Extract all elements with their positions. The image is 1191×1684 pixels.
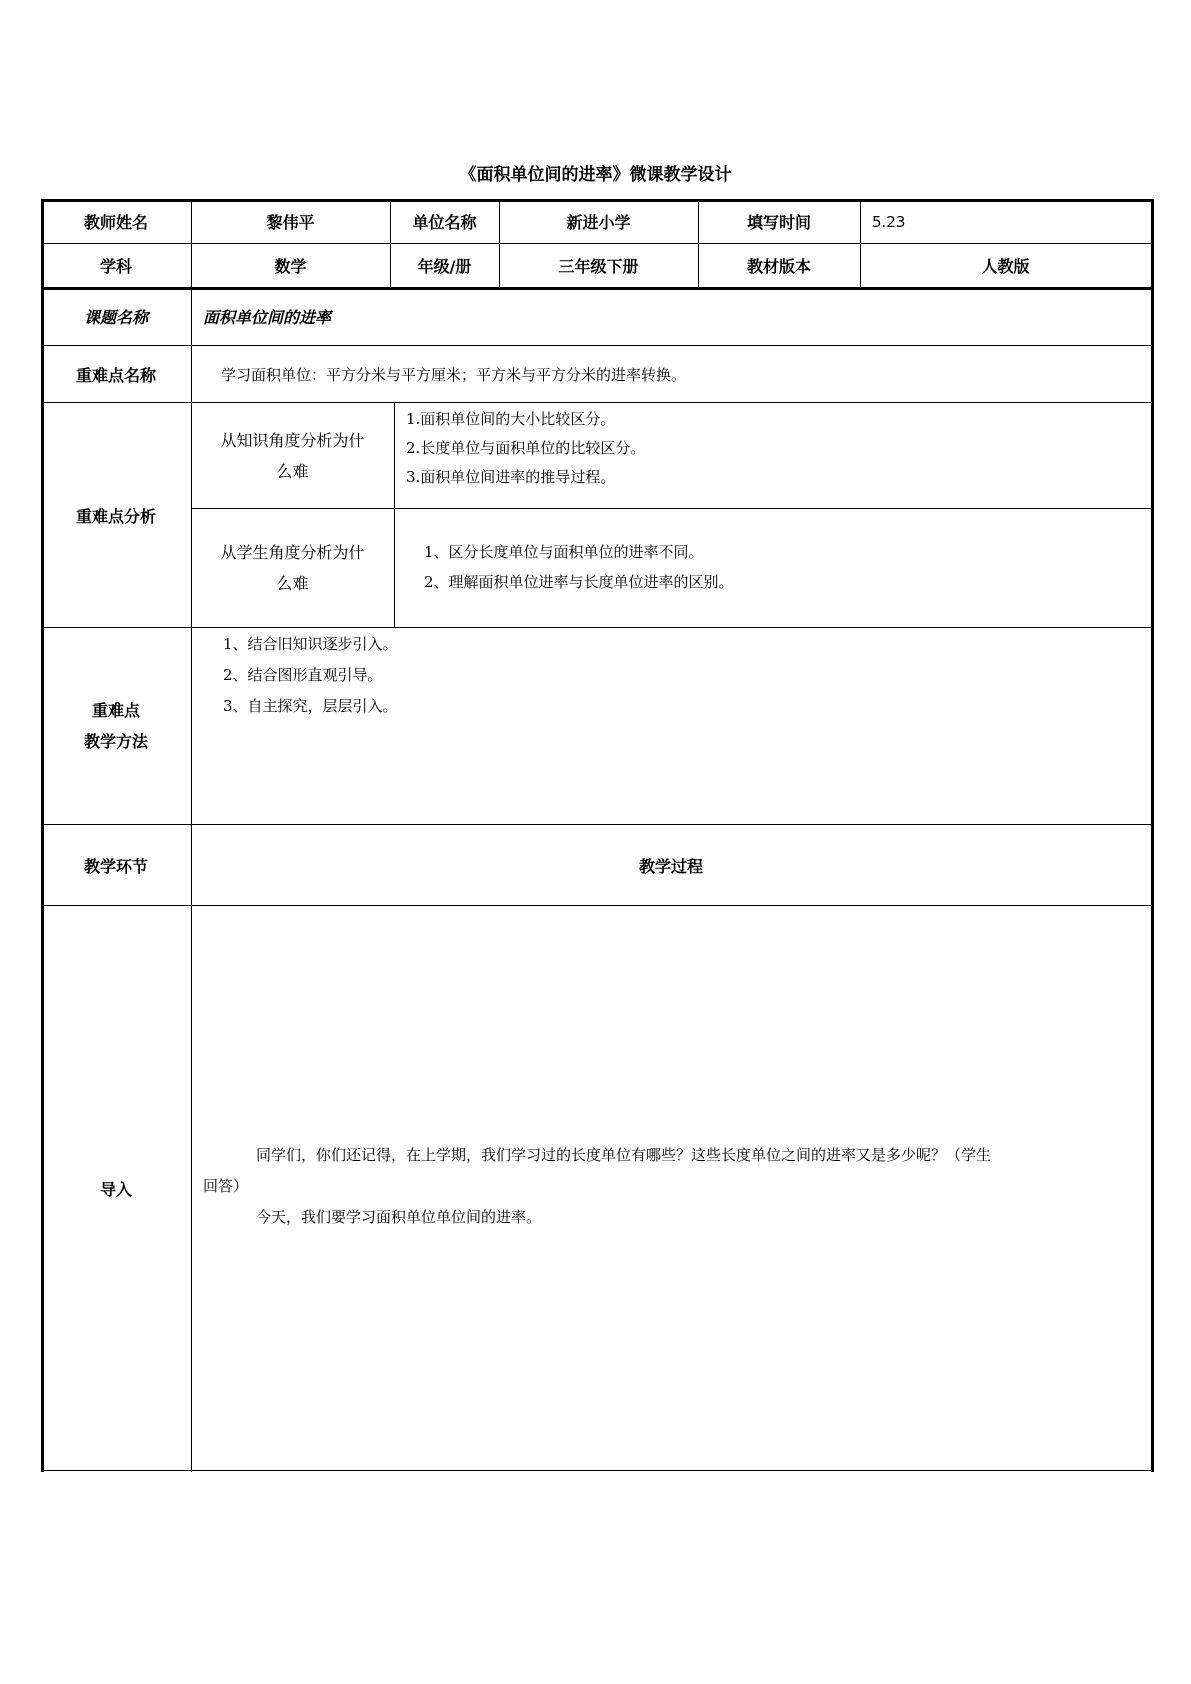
key-points-label: 重难点名称 — [75, 365, 156, 385]
table-border-bottom — [41, 1470, 1154, 1471]
subject-label: 学科 — [99, 257, 132, 276]
document-title: 《面积单位间的进率》微课教学设计 — [459, 165, 732, 185]
list-item: 2、理解面积单位进率与长度单位进率的区别。 — [424, 573, 734, 591]
intro-paragraph: 回答） — [203, 1177, 249, 1195]
teacher-name-value: 黎伟平 — [266, 213, 315, 232]
row-divider — [41, 627, 1154, 628]
intro-paragraph: 今天，我们要学习面积单位单位间的进率。 — [256, 1208, 542, 1226]
edition-value: 人教版 — [981, 257, 1030, 276]
methods-label — [41, 628, 191, 824]
list-item: 3、自主探究，层层引入。 — [223, 697, 398, 715]
list-item: 1.面积单位间的大小比较区分。 — [406, 410, 616, 428]
list-item: 3.面积单位间进率的推导过程。 — [406, 468, 616, 486]
unit-name-value: 新进小学 — [566, 213, 631, 232]
analysis-label: 重难点分析 — [75, 506, 156, 526]
student-label-line: 么难 — [276, 574, 309, 593]
methods-label-line: 教学方法 — [83, 732, 148, 751]
student-label-line: 从学生角度分析为什 — [220, 543, 365, 562]
knowledge-analysis-label — [191, 403, 394, 508]
grade-label: 年级/册 — [417, 257, 472, 276]
list-item: 2、结合图形直观引导。 — [223, 666, 383, 684]
topic-label: 课题名称 — [83, 308, 148, 327]
list-item: 1、区分长度单位与面积单位的进率不同。 — [424, 543, 704, 561]
fill-date-value: 5.23 — [872, 212, 906, 231]
fill-date-label: 填写时间 — [746, 213, 811, 232]
table-border-right — [1151, 199, 1154, 1472]
knowledge-label-line: 从知识角度分析为什 — [220, 430, 365, 450]
student-analysis-list — [424, 537, 734, 597]
unit-name-label: 单位名称 — [412, 213, 477, 232]
intro-stage-label: 导入 — [99, 1179, 132, 1199]
lesson-design-table — [41, 199, 1154, 1472]
edition-label: 教材版本 — [746, 257, 811, 276]
list-item: 2.长度单位与面积单位的比较区分。 — [406, 439, 646, 457]
knowledge-label-line: 么难 — [276, 461, 309, 481]
intro-content — [203, 1140, 1143, 1233]
row-divider — [41, 905, 1154, 906]
subject-value: 数学 — [274, 257, 307, 276]
methods-label-line: 重难点 — [91, 701, 140, 720]
teaching-process-header: 教学过程 — [638, 856, 703, 876]
student-analysis-label — [191, 509, 394, 627]
topic-value: 面积单位间的进率 — [203, 308, 332, 327]
intro-paragraph: 同学们，你们还记得，在上学期，我们学习过的长度单位有哪些？这些长度单位之间的进率又是多少呢？（学生 — [256, 1146, 992, 1164]
column-divider — [394, 402, 395, 627]
list-item: 1、结合旧知识逐步引入。 — [223, 635, 398, 653]
teacher-name-label: 教师姓名 — [83, 213, 148, 232]
grade-value: 三年级下册 — [558, 257, 639, 276]
teaching-stage-header: 教学环节 — [83, 856, 148, 876]
key-points-value: 学习面积单位：平方分米与平方厘米；平方米与平方分米的进率转换。 — [221, 365, 687, 384]
knowledge-analysis-list — [406, 405, 645, 492]
methods-list — [223, 629, 398, 722]
